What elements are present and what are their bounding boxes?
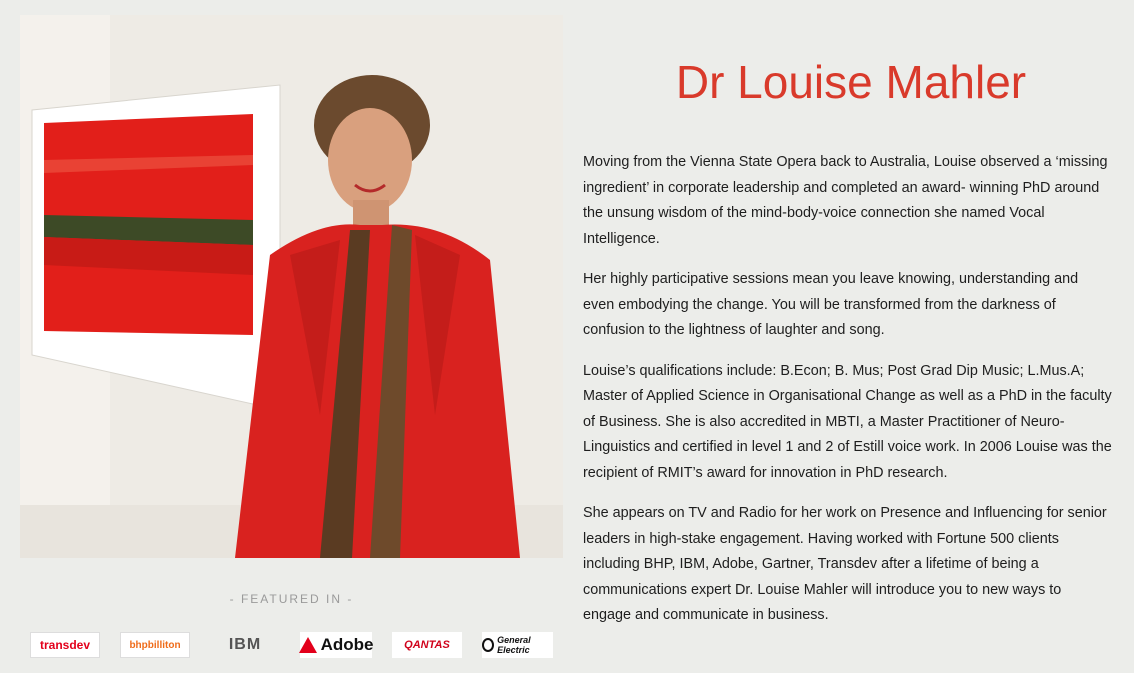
general-electric-logo bbox=[482, 632, 553, 658]
transdev-logo bbox=[30, 632, 100, 658]
bhpbilliton-logo bbox=[120, 632, 190, 658]
adobe-logo bbox=[300, 632, 372, 658]
bhp-logo-text: bhpbilliton bbox=[129, 639, 181, 651]
ge-logo-text: General Electric bbox=[497, 635, 531, 655]
qantas-logo bbox=[392, 632, 462, 658]
adobe-mark-icon bbox=[299, 637, 317, 653]
bio-paragraph: She appears on TV and Radio for her work on Presence and Influencing for senior leaders in high-stake engagement. Having worked with Fortune 500 clients including BHP, IBM, Adobe, Gartner, Transdev after a lifetime of being a communications expert Dr. Louise Mahler will introduce you to new ways to engage and communicate in business. bbox=[583, 505, 1107, 623]
transdev-logo-text: transdev bbox=[39, 638, 91, 652]
bio-paragraph: Her highly participative sessions mean you leave knowing, understanding and even embodying the change. You will be transformed from the darkness of confusion to the lightness of laughter and song. bbox=[583, 271, 1079, 338]
qantas-logo-text: QANTAS bbox=[404, 639, 450, 651]
bio-section bbox=[583, 150, 1113, 644]
profile-photo bbox=[20, 15, 563, 558]
ge-mark-icon bbox=[482, 638, 494, 652]
page-title: Dr Louise Mahler bbox=[675, 56, 1027, 108]
featured-logos bbox=[20, 632, 563, 662]
ibm-logo bbox=[215, 632, 275, 658]
bio-paragraph: Moving from the Vienna State Opera back to Australia, Louise observed a ‘missing ingredient’ in corporate leadership and completed an award- winning PhD around the unsung wisdom of the mind-body-voice connection she named Vocal Intelligence. bbox=[583, 154, 1108, 247]
ibm-logo-text: IBM bbox=[228, 636, 262, 653]
featured-in-label: - FEATURED IN - bbox=[229, 592, 354, 606]
adobe-logo-text: Adobe bbox=[320, 635, 374, 654]
bio-paragraph: Louise’s qualifications include: B.Econ; B. Mus; Post Grad Dip Music; L.Mus.A; Master of Applied Science in Organisational Change as well as a PhD in the faculty of Business. She is also accredited in MBTI, a Master Practitioner of Neuro-Linguistics and certified in level 1 and 2 of Estill voice work. In 2006 Louise was the recipient of RMIT’s award for innovation in PhD research. bbox=[583, 362, 1112, 481]
